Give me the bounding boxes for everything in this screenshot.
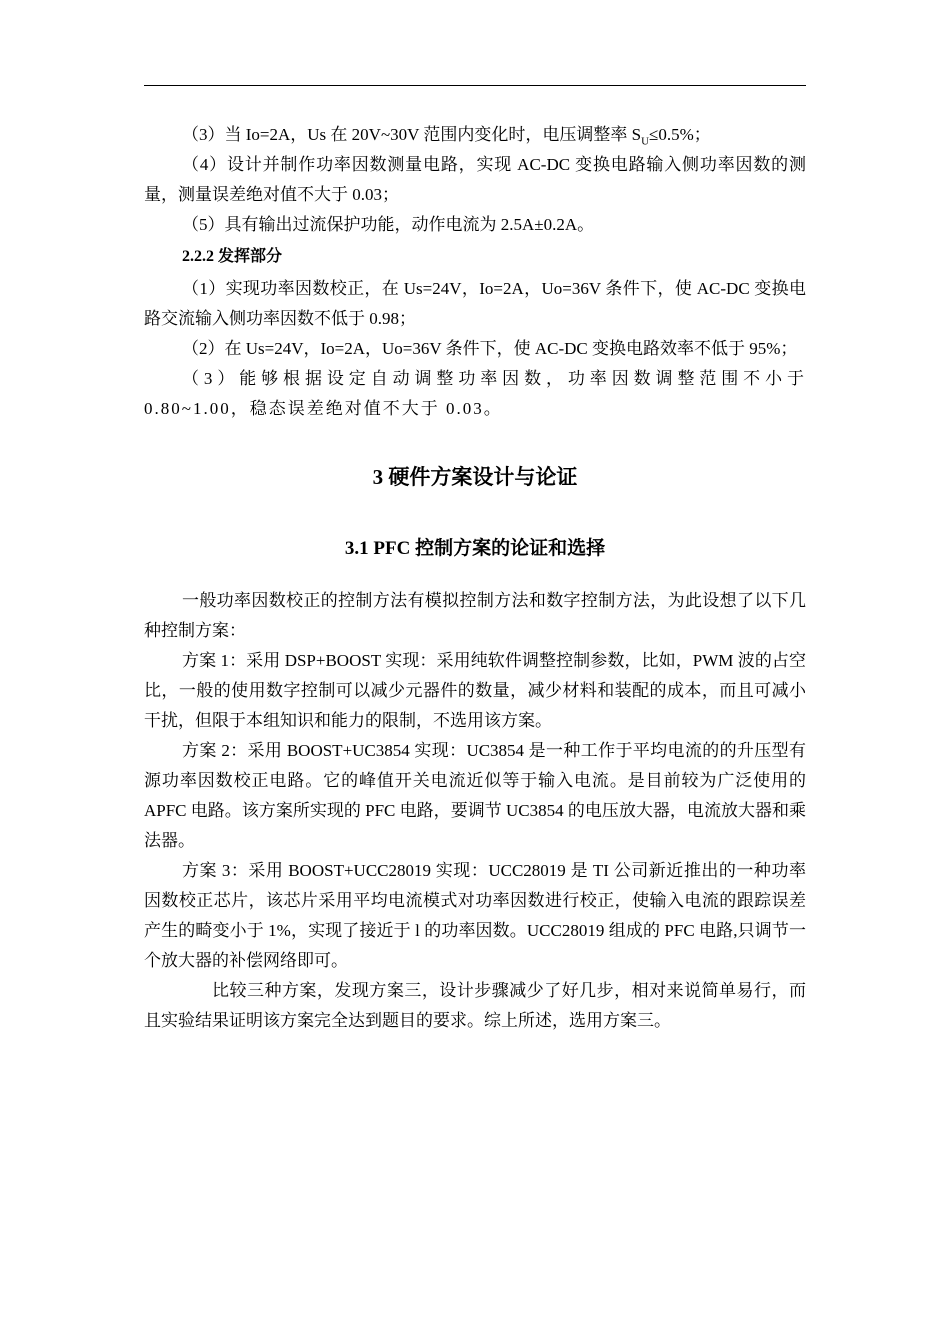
section-intro-paragraph: 一般功率因数校正的控制方法有模拟控制方法和数字控制方法，为此设想了以下几种控制方案： xyxy=(144,591,806,640)
document-body xyxy=(144,120,806,1036)
basic-requirement-3 xyxy=(144,120,806,150)
header-rule xyxy=(144,85,806,86)
extended-requirement-1: （1）实现功率因数校正，在 Us=24V，Io=2A，Uo=36V 条件下，使 AC-DC 变换电路交流输入侧功率因数不低于 0.98； xyxy=(144,279,806,328)
voltage-regulation-subscript: U xyxy=(641,135,650,148)
scheme-1-paragraph: 方案 1：采用 DSP+BOOST 实现：采用纯软件调整控制参数，比如，PWM 波的占空比，一般的使用数字控制可以减少元器件的数量，减少材料和装配的成本，而且可减小干扰，但限于本组知识和能力的限制，不选用该方案。 xyxy=(144,651,806,730)
basic-requirement-4: （4）设计并制作功率因数测量电路，实现 AC-DC 变换电路输入侧功率因数的测量，测量误差绝对值不大于 0.03； xyxy=(144,155,806,204)
conclusion-paragraph: 比较三种方案，发现方案三，设计步骤减少了好几步，相对来说简单易行，而且实验结果证明该方案完全达到题目的要求。综上所述，选用方案三。 xyxy=(144,981,806,1030)
scheme-3-paragraph: 方案 3：采用 BOOST+UCC28019 实现：UCC28019 是 TI 公司新近推出的一种功率因数校正芯片，该芯片采用平均电流模式对功率因数进行校正，使输入电流的跟踪误差产生的畸变小于 1%，实现了接近于 l 的功率因数。UCC28019 组成的 PFC 电路,只调节一个放大器的补偿网络即可。 xyxy=(144,861,806,970)
extended-requirement-2: （2）在 Us=24V，Io=2A，Uo=36V 条件下，使 AC-DC 变换电路效率不低于 95%； xyxy=(182,339,798,358)
chapter-3-heading: 3 硬件方案设计与论证 xyxy=(372,465,578,489)
scheme-2-paragraph: 方案 2：采用 BOOST+UC3854 实现：UC3854 是一种工作于平均电流的的升压型有源功率因数校正电路。它的峰值开关电流近似等于输入电流。是目前较为广泛使用的 APFC 电路。该方案所实现的 PFC 电路，要调节 UC3854 的电压放大器，电流放大器和乘法器。 xyxy=(144,741,806,850)
basic-requirement-5: （5）具有输出过流保护功能，动作电流为 2.5A±0.2A。 xyxy=(182,215,595,234)
basic-requirement-3-limit: ≤0.5%； xyxy=(649,125,711,144)
extended-requirement-3: （3）能够根据设定自动调整功率因数，功率因数调整范围不小于 0.80~1.00，稳态误差绝对值不大于 0.03。 xyxy=(144,369,806,418)
extended-section-heading: 2.2.2 发挥部分 xyxy=(182,248,283,265)
section-3-1-heading: 3.1 PFC 控制方案的论证和选择 xyxy=(344,538,606,559)
basic-requirement-3-text: （3）当 Io=2A，Us 在 20V~30V 范围内变化时，电压调整率 S xyxy=(182,125,642,144)
